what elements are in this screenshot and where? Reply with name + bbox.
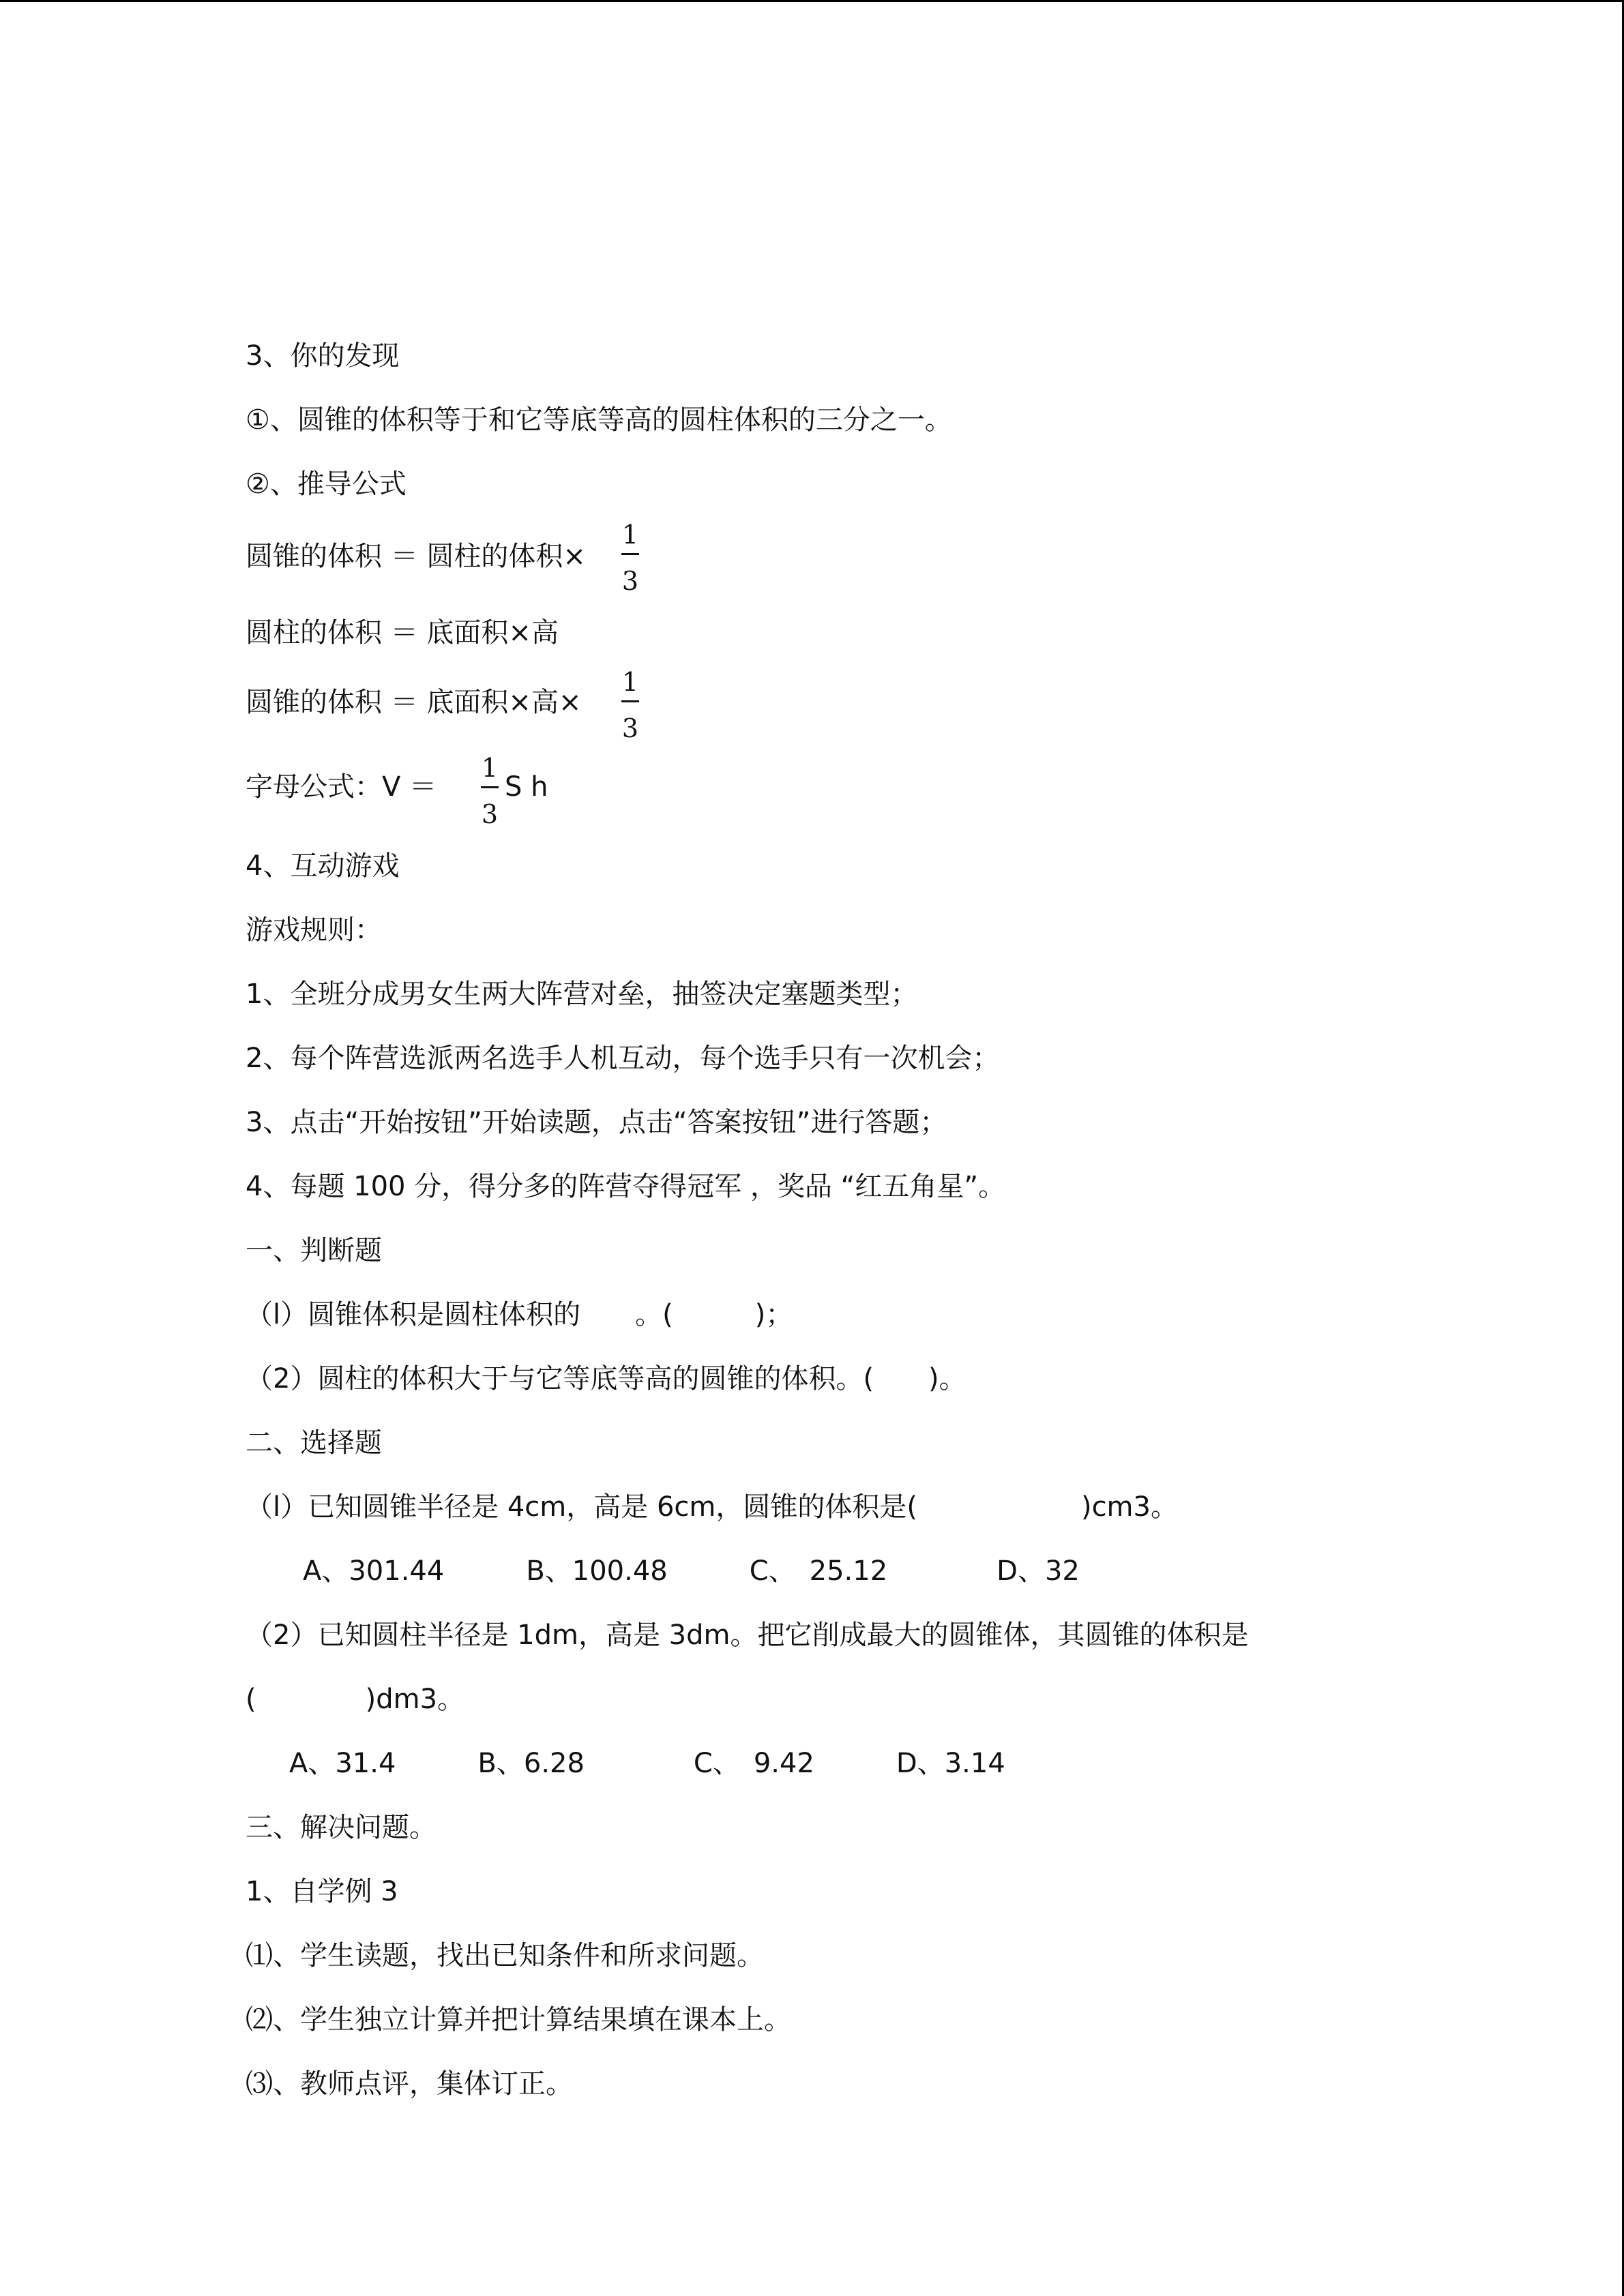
fraction-bar [621,553,639,555]
fraction-bar [481,786,499,788]
true-false-question-1: （l）圆锥体积是圆柱体积的 。( )； [246,1299,793,1330]
choice-question-2-options: A、31.4 B、6.28 C、 9.42 D、3.14 [289,1748,1005,1779]
choice-question-2-blank: ( )dm3。 [246,1684,465,1715]
game-rule-4: 4、每题 100 分，得分多的阵营夺得冠军 ，奖品 “红五角星”。 [246,1171,1006,1202]
fraction-bar [621,700,639,702]
problem-step-1: ⑴、学生读题，找出已知条件和所求问题。 [246,1940,764,1971]
fraction-numerator: 1 [621,520,639,550]
fraction-numerator: 1 [481,753,499,783]
choice-question-1: （l）已知圆锥半径是 4cm，高是 6cm，圆锥的体积是( )cm3。 [246,1491,1178,1523]
choice-question-1-options: A、301.44 B、100.48 C、 25.12 D、32 [303,1555,1080,1587]
game-rule-2: 2、每个阵营选派两名选手人机互动，每个选手只有一次机会； [246,1043,1000,1074]
problem-step-3: ⑶、教师点评，集体订正。 [246,2068,573,2100]
section-heading-problems: 三、解决问题。 [246,1812,437,1843]
formula-line-1: 圆锥的体积 ＝ 圆柱的体积× [246,541,586,572]
discovery-point-2: ②、推导公式 [246,468,407,500]
formula-line-3: 圆锥的体积 ＝ 底面积×高× [246,687,582,718]
problem-step-2: ⑵、学生独立计算并把计算结果填在课本上。 [246,2004,791,2036]
true-false-question-2: （2）圆柱的体积大于与它等底等高的圆锥的体积。( )。 [246,1363,966,1395]
section-heading-true-false: 一、判断题 [246,1235,382,1266]
choice-question-2: （2）已知圆柱半径是 1dm，高是 3dm。把它削成最大的圆锥体，其圆锥的体积是 [246,1620,1249,1651]
formula-line-2: 圆柱的体积 ＝ 底面积×高 [246,617,559,648]
problem-self-study: 1、自学例 3 [246,1876,398,1907]
fraction-denominator: 3 [621,566,639,596]
fraction-numerator: 1 [621,667,639,697]
discovery-point-1: ①、圆锥的体积等于和它等底等高的圆柱体积的三分之一。 [246,404,952,436]
letter-formula: 字母公式：V ＝ [246,771,437,803]
game-rule-3: 3、点击“开始按钮”开始读题，点击“答案按钮”进行答题； [246,1107,947,1138]
section-heading-choice: 二、选择题 [246,1427,382,1459]
section-heading-discovery: 3、你的发现 [246,340,400,372]
page-top-border [0,0,1624,2]
fraction-denominator: 3 [621,713,639,743]
fraction-denominator: 3 [481,799,499,829]
game-rules-title: 游戏规则： [246,914,382,946]
game-rule-1: 1、全班分成男女生两大阵营对垒，抽签决定塞题类型； [246,979,918,1010]
section-heading-game: 4、互动游戏 [246,850,400,882]
letter-formula-sh: S h [505,771,548,803]
